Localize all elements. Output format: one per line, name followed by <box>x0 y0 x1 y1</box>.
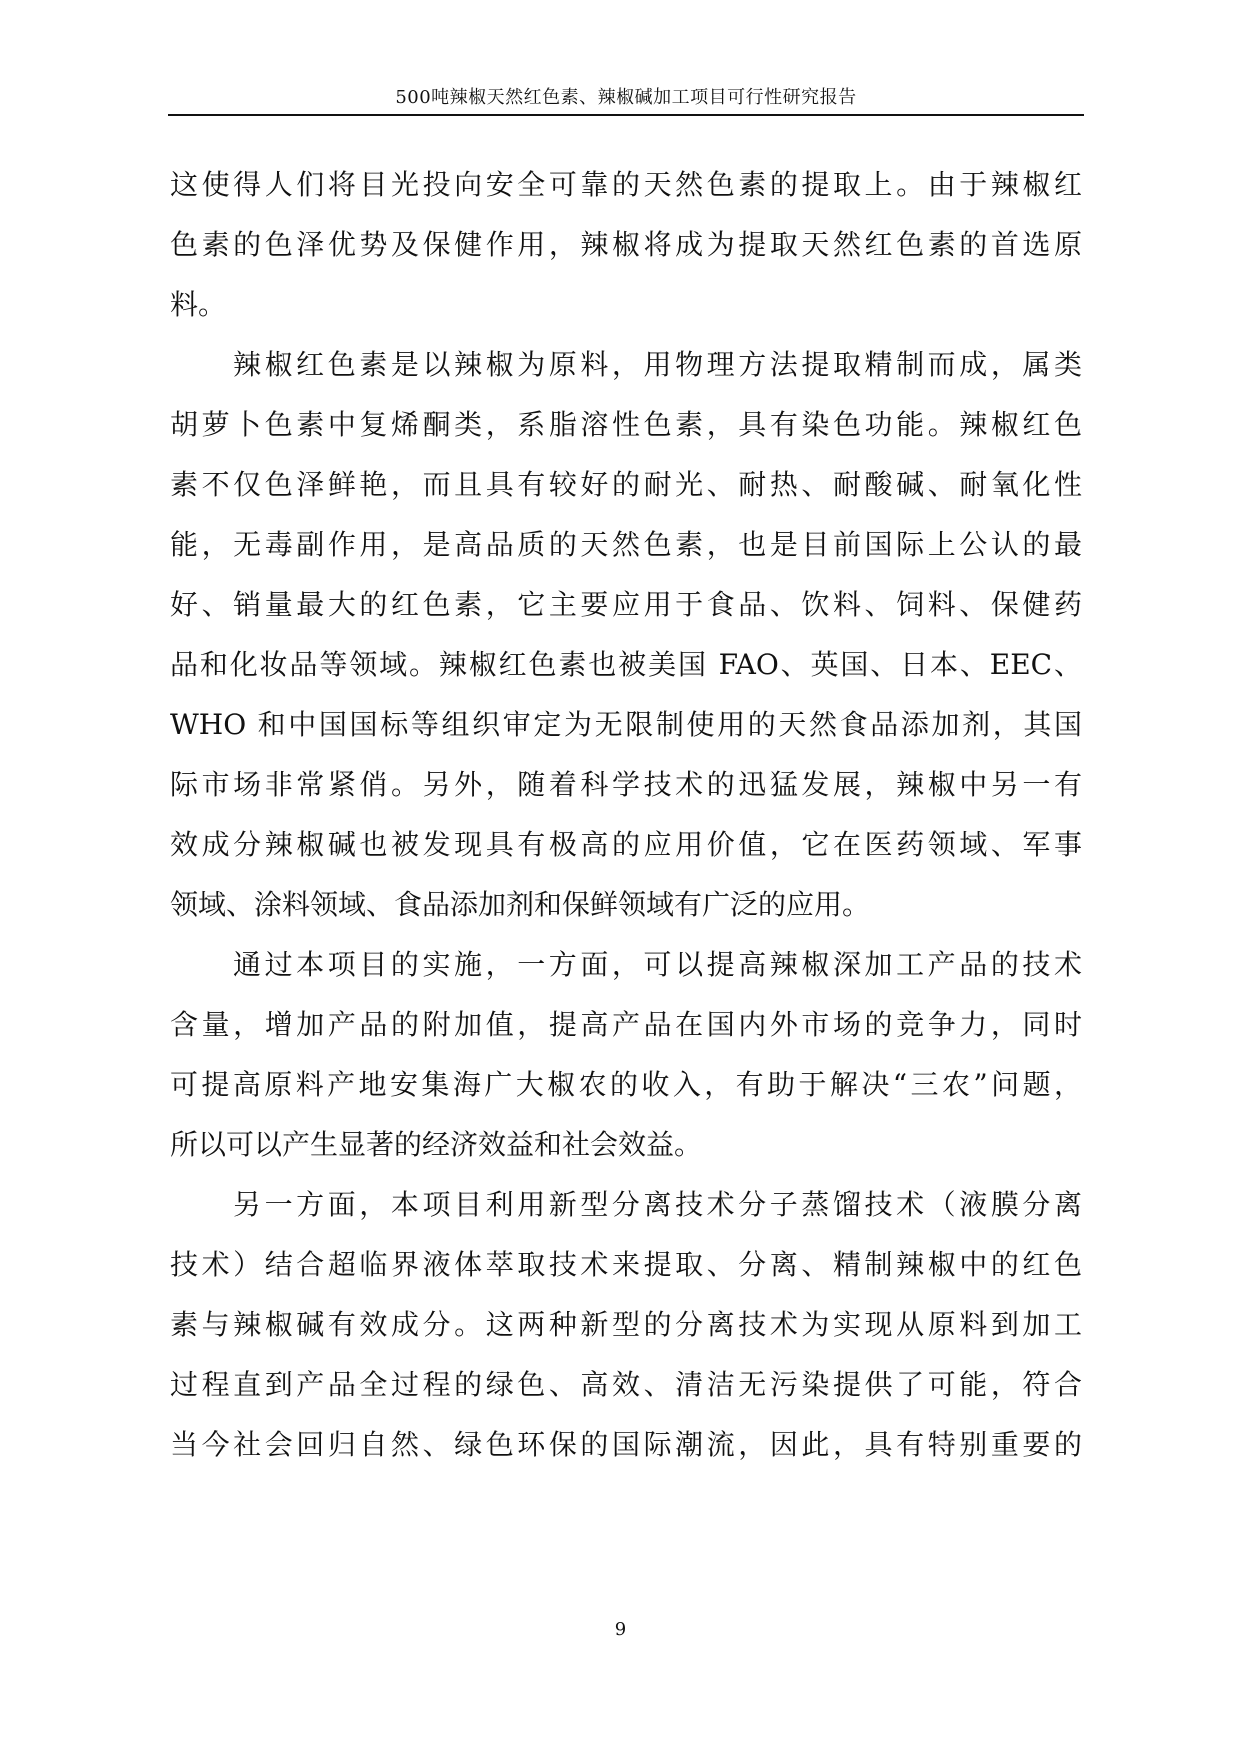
header-rule <box>168 114 1084 116</box>
text-line <box>170 755 1082 815</box>
text-line-content: 含量，增加产品的附加值，提高产品在国内外市场的竞争力，同时 <box>170 1008 1082 1041</box>
text-line <box>170 575 1082 635</box>
text-line <box>170 995 1082 1055</box>
text-line <box>170 215 1082 275</box>
text-line <box>170 875 1082 935</box>
text-line <box>170 1415 1082 1475</box>
text-line-content: 另一方面，本项目利用新型分离技术分子蒸馏技术（液膜分离 <box>233 1188 1082 1221</box>
text-line <box>170 635 1082 695</box>
text-line-content: 际市场非常紧俏。另外，随着科学技术的迅猛发展，辣椒中另一有 <box>170 768 1082 801</box>
text-line-content: 辣椒红色素是以辣椒为原料，用物理方法提取精制而成，属类 <box>233 348 1082 381</box>
text-line <box>170 1055 1082 1115</box>
text-line-content: 技术）结合超临界液体萃取技术来提取、分离、精制辣椒中的红色 <box>170 1248 1082 1281</box>
text-line <box>170 335 1082 395</box>
text-line-content: 通过本项目的实施，一方面，可以提高辣椒深加工产品的技术 <box>233 948 1082 981</box>
text-line <box>170 155 1082 215</box>
text-line-content: WHO 和中国国标等组织审定为无限制使用的天然食品添加剂，其国 <box>170 708 1082 741</box>
text-line-content: 效成分辣椒碱也被发现具有极高的应用价值，它在医药领域、军事 <box>170 828 1082 861</box>
text-line <box>170 395 1082 455</box>
text-line <box>170 1115 1082 1175</box>
body-text <box>170 155 1082 1475</box>
text-line <box>170 1175 1082 1235</box>
text-line <box>170 275 1082 335</box>
text-line-content: 素不仅色泽鲜艳，而且具有较好的耐光、耐热、耐酸碱、耐氧化性 <box>170 468 1082 501</box>
text-line <box>170 1295 1082 1355</box>
text-line-content: 色素的色泽优势及保健作用，辣椒将成为提取天然红色素的首选原 <box>170 228 1082 261</box>
paragraph-1 <box>170 155 1082 335</box>
text-line-content: 这使得人们将目光投向安全可靠的天然色素的提取上。由于辣椒红 <box>170 168 1082 201</box>
text-line <box>170 935 1082 995</box>
text-line-content: 素与辣椒碱有效成分。这两种新型的分离技术为实现从原料到加工 <box>170 1308 1082 1341</box>
text-line-content: 领域、涂料领域、食品添加剂和保鲜领域有广泛的应用。 <box>170 888 871 921</box>
text-line <box>170 695 1082 755</box>
text-line <box>170 515 1082 575</box>
text-line-content: 可提高原料产地安集海广大椒农的收入，有助于解决“三农”问题， <box>170 1068 1082 1101</box>
text-line-content: 好、销量最大的红色素，它主要应用于食品、饮料、饲料、保健药 <box>170 588 1082 621</box>
text-line <box>170 1355 1082 1415</box>
running-header-title: 500吨辣椒天然红色素、辣椒碱加工项目可行性研究报告 <box>395 87 857 108</box>
text-line-content: 所以可以产生显著的经济效益和社会效益。 <box>170 1128 703 1161</box>
paragraph-3 <box>170 935 1082 1175</box>
text-line <box>170 815 1082 875</box>
text-line-content: 料。 <box>170 288 227 321</box>
text-line-content: 当今社会回归自然、绿色环保的国际潮流，因此，具有特别重要的 <box>170 1428 1082 1461</box>
text-line-content: 能，无毒副作用，是高品质的天然色素，也是目前国际上公认的最 <box>170 528 1082 561</box>
text-line-content: 过程直到产品全过程的绿色、高效、清洁无污染提供了可能，符合 <box>170 1368 1082 1401</box>
text-line <box>170 1235 1082 1295</box>
text-line <box>170 455 1082 515</box>
page-number: 9 <box>614 1619 627 1640</box>
paragraph-4 <box>170 1175 1082 1475</box>
text-line-content: 品和化妆品等领域。辣椒红色素也被美国 FAO、英国、日本、EEC、 <box>170 648 1082 681</box>
text-line-content: 胡萝卜色素中复烯酮类，系脂溶性色素，具有染色功能。辣椒红色 <box>170 408 1082 441</box>
paragraph-2 <box>170 335 1082 935</box>
